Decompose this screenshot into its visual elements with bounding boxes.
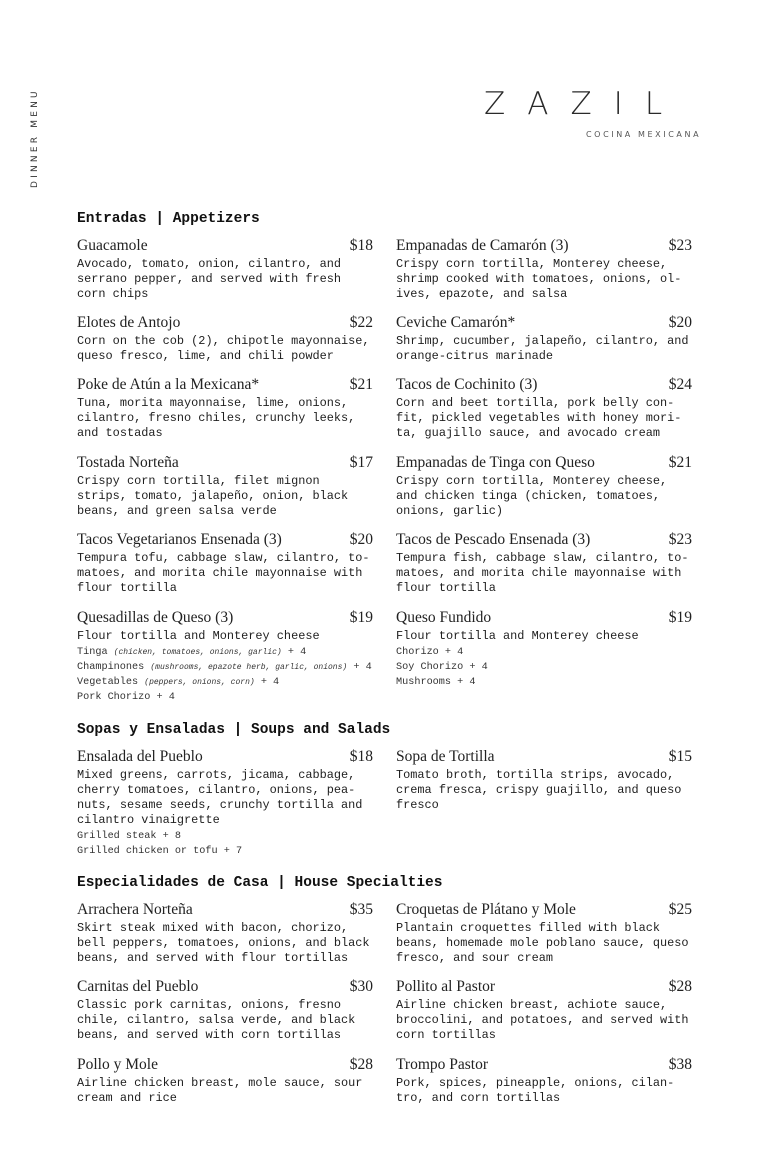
menu-item (396, 1056, 692, 1106)
addon-line (396, 675, 692, 690)
item-price: $35 (349, 901, 373, 918)
item-description: Tempura fish, cabbage slaw, cilantro, to- matoes, and morita chile mayonnaise with flour tortilla (396, 551, 689, 595)
menu-item (396, 237, 692, 302)
item-name: Tostada Norteña (77, 454, 179, 471)
item-description: Corn on the cob (2), chipotle mayonnaise, queso fresco, lime, and chili powder (77, 334, 370, 363)
section-title-soups-salads: Sopas y Ensaladas | Soups and Salads (77, 722, 391, 738)
item-name: Tacos de Cochinito (3) (396, 376, 538, 393)
addon-price: + 7 (223, 846, 243, 857)
item-price: $20 (668, 314, 692, 331)
item-description: Flour tortilla and Monterey cheese (77, 629, 320, 643)
item-description: Crispy corn tortilla, Monterey cheese, and chicken tinga (chicken, tomatoes, onions, garlic) (396, 474, 668, 518)
item-name: Tacos Vegetarianos Ensenada (3) (77, 531, 282, 548)
menu-item (396, 314, 692, 364)
menu-item (77, 314, 373, 364)
addon-price: + 4 (156, 692, 175, 703)
addon-line (396, 645, 692, 660)
item-price: $20 (349, 531, 373, 548)
item-name: Ceviche Camarón* (396, 314, 516, 331)
item-price: $23 (668, 531, 692, 548)
item-addons (396, 645, 692, 690)
item-description: Corn and beet tortilla, pork belly con- fit, pickled vegetables with honey mori- ta, guajillo sauce, and avocado cream (396, 396, 682, 440)
item-price: $28 (668, 978, 692, 995)
item-name: Tacos de Pescado Ensenada (3) (396, 531, 591, 548)
item-addons (77, 829, 373, 859)
item-name: Croquetas de Plátano y Mole (396, 901, 576, 918)
item-price: $17 (349, 454, 373, 471)
addon-label: Soy Chorizo (396, 662, 464, 673)
addon-line (77, 844, 373, 859)
addon-line (77, 660, 373, 675)
menu-item (396, 609, 692, 690)
item-description: Crispy corn tortilla, filet mignon strips, tomato, jalapeño, onion, black beans, and green salsa verde (77, 474, 349, 518)
addon-price: + 4 (444, 647, 464, 658)
item-price: $25 (668, 901, 692, 918)
menu-item (396, 748, 692, 813)
addon-line (77, 645, 373, 660)
item-description: Skirt steak mixed with bacon, chorizo, bell peppers, tomatoes, onions, and black beans, and served with flour tortillas (77, 921, 370, 965)
menu-item (77, 748, 373, 859)
addon-label: Pork Chorizo (77, 692, 151, 703)
section-title-appetizers: Entradas | Appetizers (77, 211, 260, 227)
item-price: $21 (349, 376, 373, 393)
side-label-text: DINNER MENU (30, 88, 40, 188)
item-name: Queso Fundido (396, 609, 492, 626)
item-description: Airline chicken breast, mole sauce, sour cream and rice (77, 1076, 363, 1105)
item-description: Plantain croquettes filled with black beans, homemade mole poblano sauce, queso fresco, and sour cream (396, 921, 689, 965)
item-price: $38 (668, 1056, 692, 1073)
item-name: Arrachera Norteña (77, 901, 193, 918)
item-price: $23 (668, 237, 692, 254)
addon-line (77, 690, 373, 705)
addon-price: + 4 (353, 662, 372, 673)
item-description: Crispy corn tortilla, Monterey cheese, shrimp cooked with tomatoes, onions, ol- ives, epazote, and salsa (396, 257, 682, 301)
addon-label: Champinones (77, 662, 145, 673)
addon-note: (chicken, tomatoes, onions, garlic) (113, 648, 282, 657)
item-name: Carnitas del Pueblo (77, 978, 199, 995)
addon-line (77, 829, 373, 844)
side-label (30, 70, 44, 190)
item-description: Airline chicken breast, achiote sauce, broccolini, and potatoes, and served with corn tortillas (396, 998, 689, 1042)
addon-label: Grilled steak (77, 831, 157, 842)
item-description: Tomato broth, tortilla strips, avocado, crema fresca, crispy guajillo, and queso fresco (396, 768, 682, 812)
item-price: $19 (349, 609, 373, 626)
item-price: $15 (668, 748, 692, 765)
item-description: Mixed greens, carrots, jicama, cabbage, cherry tomatoes, cilantro, onions, pea- nuts, sesame seeds, crunchy tortilla and cilantro vinaigrette (77, 768, 363, 827)
brand-logo: ZAZIL (484, 86, 685, 122)
item-name: Pollo y Mole (77, 1056, 158, 1073)
menu-item (77, 901, 373, 966)
addon-price: + 4 (287, 647, 307, 658)
item-name: Elotes de Antojo (77, 314, 181, 331)
item-price: $22 (349, 314, 373, 331)
addon-price: + 4 (457, 677, 476, 688)
menu-item (396, 376, 692, 441)
item-price: $30 (349, 978, 373, 995)
menu-item (396, 978, 692, 1043)
item-description: Pork, spices, pineapple, onions, cilan- tro, and corn tortillas (396, 1076, 675, 1105)
menu-item (77, 376, 373, 441)
item-description: Shrimp, cucumber, jalapeño, cilantro, and orange-citrus marinade (396, 334, 689, 363)
menu-item (77, 1056, 373, 1106)
item-price: $19 (668, 609, 692, 626)
brand-tagline: COCINA MEXICANA (586, 130, 702, 139)
item-description: Tuna, morita mayonnaise, lime, onions, cilantro, fresno chiles, crunchy leeks, and tostadas (77, 396, 356, 440)
addon-line (396, 660, 692, 675)
menu-item (77, 454, 373, 519)
addon-note: (mushrooms, epazote herb, garlic, onions) (150, 663, 348, 672)
addon-label: Tinga (77, 647, 108, 658)
item-name: Pollito al Pastor (396, 978, 496, 995)
item-price: $21 (668, 454, 692, 471)
item-description: Tempura tofu, cabbage slaw, cilantro, to- matoes, and morita chile mayonnaise with flour tortilla (77, 551, 370, 595)
menu-item (396, 454, 692, 519)
item-price: $18 (349, 748, 373, 765)
addon-price: + 8 (162, 831, 181, 842)
addon-label: Mushrooms (396, 677, 452, 688)
item-name: Guacamole (77, 237, 148, 254)
item-price: $18 (349, 237, 373, 254)
item-name: Empanadas de Tinga con Queso (396, 454, 595, 471)
menu-item (77, 531, 373, 596)
addon-label: Chorizo (396, 647, 439, 658)
item-name: Poke de Atún a la Mexicana* (77, 376, 260, 393)
addon-note: (peppers, onions, corn) (144, 678, 255, 687)
menu-item (77, 978, 373, 1043)
menu-item (396, 901, 692, 966)
item-addons (77, 645, 373, 705)
addon-label: Vegetables (77, 677, 139, 688)
addon-price: + 4 (260, 677, 280, 688)
addon-line (77, 675, 373, 690)
item-price: $24 (668, 376, 692, 393)
section-title-house-specialties: Especialidades de Casa | House Specialties (77, 875, 443, 891)
menu-item (77, 609, 373, 705)
item-price: $28 (349, 1056, 373, 1073)
item-description: Avocado, tomato, onion, cilantro, and serrano pepper, and served with fresh corn chips (77, 257, 342, 301)
addon-price: + 4 (469, 662, 488, 673)
item-name: Empanadas de Camarón (3) (396, 237, 569, 254)
item-name: Sopa de Tortilla (396, 748, 495, 765)
item-name: Quesadillas de Queso (3) (77, 609, 234, 626)
addon-label: Grilled chicken or tofu (77, 846, 218, 857)
menu-item (396, 531, 692, 596)
menu-item (77, 237, 373, 302)
item-description: Flour tortilla and Monterey cheese (396, 629, 639, 643)
item-name: Trompo Pastor (396, 1056, 489, 1073)
item-description: Classic pork carnitas, onions, fresno chile, cilantro, salsa verde, and black beans, and served with corn tortillas (77, 998, 356, 1042)
item-name: Ensalada del Pueblo (77, 748, 203, 765)
